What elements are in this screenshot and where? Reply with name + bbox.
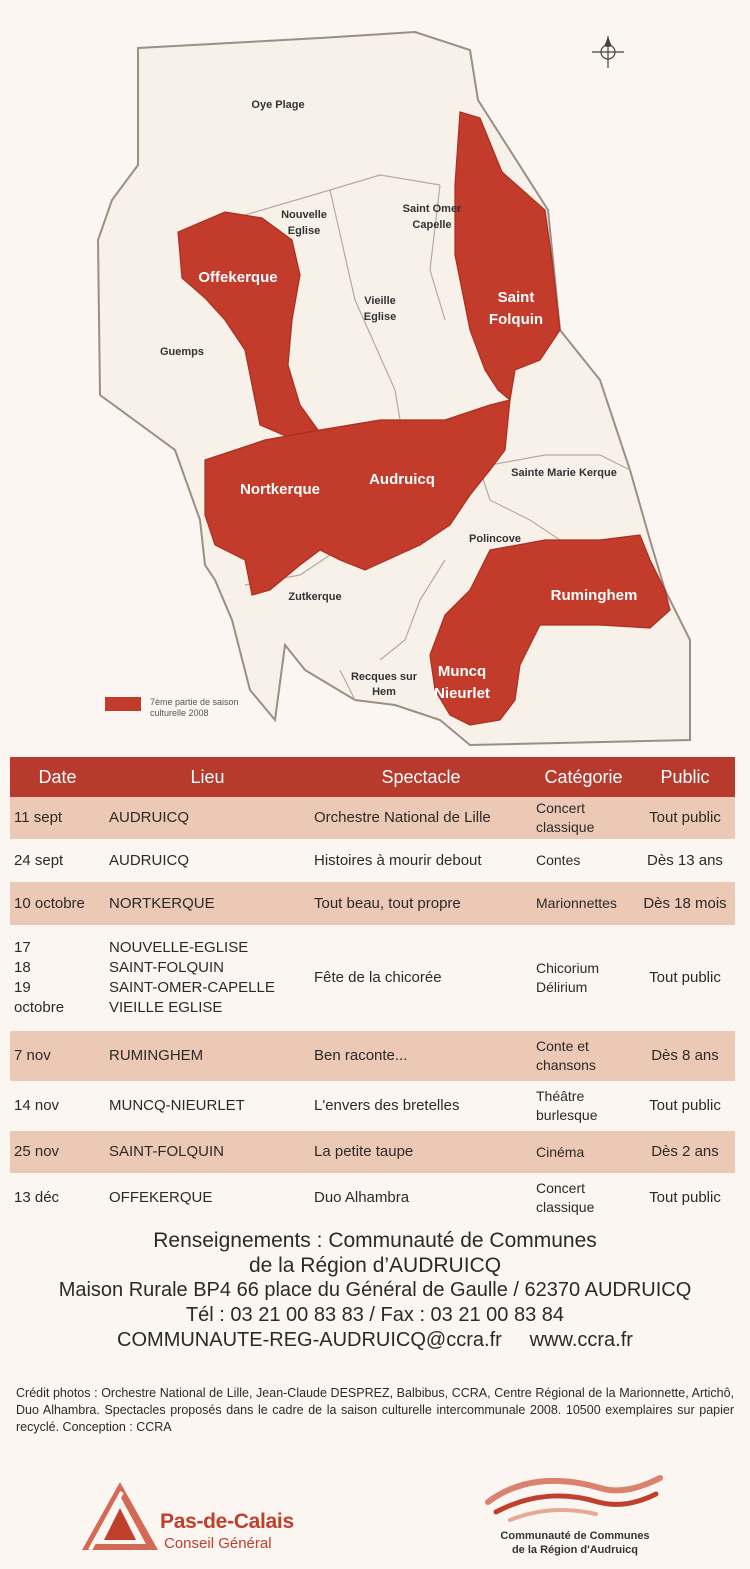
map-svg [0,0,750,755]
cell-lieu: OFFEKERQUE [105,1173,310,1223]
table-row [10,1173,735,1223]
email-link[interactable]: COMMUNAUTE-REG-AUDRUICQ@ccra.fr [117,1329,502,1351]
ccra-logo [470,1458,680,1563]
ccra-waves-icon [470,1458,680,1528]
cell-categorie: Chicorium Délirium [532,925,635,1031]
town-saint-omer-capelle-2: Capelle [412,219,452,231]
cell-date: 7 nov [10,1031,105,1081]
town-oye-plage: Oye Plage [251,99,305,111]
cell-spectacle: La petite taupe [310,1131,532,1173]
credits-text: Crédit photos : Orchestre National de Lille, Jean-Claude DESPREZ, Balbibus, CCRA, Centre Régional de la Marionnette, Artichô, Duo Alhambra. Spectacles proposés dans le cadre de la saison culturelle intercommunale 2008. 10500 exemplaires sur papier recyclé. Conception : CCRA [16,1386,734,1434]
table-row [10,1031,735,1081]
info-address: Maison Rurale BP4 66 place du Général de Gaulle / 62370 AUDRUICQ [58,1279,692,1301]
compass-icon [592,36,624,68]
website-link[interactable]: www.ccra.fr [529,1329,633,1351]
pas-de-calais-logo [80,1478,320,1558]
town-vieille-eglise-1: Vieille [364,295,396,307]
town-saint-folquin-2: Folquin [488,311,544,328]
cell-categorie: Marionnettes [532,882,635,925]
communes-map [0,0,750,755]
cell-spectacle: Ben raconte... [310,1031,532,1081]
cell-public: Dès 2 ans [635,1131,735,1173]
town-ruminghem: Ruminghem [550,587,638,604]
header-categorie: Catégorie [532,757,635,797]
legend-line-2: culturelle 2008 [150,708,209,718]
cell-date: 13 déc [10,1173,105,1223]
pdc-name: Pas-de-Calais [160,1510,294,1533]
cell-public: Tout public [635,1173,735,1223]
town-polincove: Polincove [469,533,521,545]
info-title: Renseignements : Communauté de Communes [153,1229,597,1252]
contact-info [0,1228,750,1353]
table-row [10,797,735,839]
cell-lieu: RUMINGHEM [105,1031,310,1081]
town-saint-omer-capelle-1: Saint Omer [402,203,462,215]
town-saint-folquin-1: Saint [497,289,535,306]
table-header-row [10,757,735,797]
cell-spectacle: Orchestre National de Lille [310,797,532,839]
cell-public: Dès 8 ans [635,1031,735,1081]
legend-swatch [105,697,141,711]
cell-categorie: Conte et chansons [532,1031,635,1081]
town-audruicq: Audruicq [369,471,435,488]
cell-public: Dès 13 ans [635,839,735,882]
ccra-name-line-2: de la Région d'Audruicq [511,1544,639,1556]
cell-lieu: MUNCQ-NIEURLET [105,1081,310,1131]
cell-lieu: NORTKERQUE [105,882,310,925]
schedule-table [10,757,735,1223]
cell-lieu: AUDRUICQ [105,839,310,882]
cell-spectacle: L'envers des bretelles [310,1081,532,1131]
cell-lieu: AUDRUICQ [105,797,310,839]
cell-public: Tout public [635,1081,735,1131]
legend-line-1: 7ème partie de saison [150,697,239,707]
town-nouvelle-eglise-1: Nouvelle [281,209,327,221]
header-lieu: Lieu [105,757,310,797]
pdc-subtitle: Conseil Général [164,1535,272,1552]
pdc-triangle-icon [80,1478,160,1558]
info-region: de la Région d’AUDRUICQ [248,1254,502,1277]
ccra-name-line-1: Communauté de Communes [500,1530,650,1542]
town-zutkerque: Zutkerque [288,591,342,603]
table-row [10,925,735,1031]
info-phone-fax: Tél : 03 21 00 83 83 / Fax : 03 21 00 83 84 [185,1304,565,1326]
cell-categorie: Contes [532,839,635,882]
cell-spectacle: Histoires à mourir debout [310,839,532,882]
table-row [10,1131,735,1173]
table-row [10,882,735,925]
town-nortkerque: Nortkerque [239,481,321,498]
cell-public: Tout public [635,925,735,1031]
cell-categorie: Concert classique [532,1173,635,1223]
cell-date: 17 18 19 octobre [10,925,105,1031]
town-recques-sur-hem-2: Hem [372,686,396,698]
town-recques-sur-hem-1: Recques sur [350,671,418,683]
cell-date: 24 sept [10,839,105,882]
cell-categorie: Cinéma [532,1131,635,1173]
cell-categorie: Théâtre burlesque [532,1081,635,1131]
cell-date: 14 nov [10,1081,105,1131]
header-spectacle: Spectacle [310,757,532,797]
cell-date: 25 nov [10,1131,105,1173]
cell-public: Dès 18 mois [635,882,735,925]
header-public: Public [635,757,735,797]
cell-categorie: Concert classique [532,797,635,839]
town-nouvelle-eglise-2: Eglise [287,225,321,237]
table-row [10,839,735,882]
town-muncq-nieurlet-2: Nieurlet [434,685,490,702]
town-guemps: Guemps [159,346,205,358]
table-row [10,1081,735,1131]
town-offekerque: Offekerque [198,269,278,286]
cell-lieu: NOUVELLE-EGLISE SAINT-FOLQUIN SAINT-OMER-CAPELLE VIEILLE EGLISE [105,925,310,1031]
town-muncq-nieurlet-1: Muncq [437,663,487,680]
cell-date: 10 octobre [10,882,105,925]
town-sainte-marie-kerque: Sainte Marie Kerque [511,467,617,479]
cell-spectacle: Duo Alhambra [310,1173,532,1223]
cell-spectacle: Tout beau, tout propre [310,882,532,925]
cell-lieu: SAINT-FOLQUIN [105,1131,310,1173]
header-date: Date [10,757,105,797]
cell-date: 11 sept [10,797,105,839]
info-contact-line [0,1328,750,1353]
town-vieille-eglise-2: Eglise [363,311,397,323]
cell-spectacle: Fête de la chicorée [310,925,532,1031]
cell-public: Tout public [635,797,735,839]
